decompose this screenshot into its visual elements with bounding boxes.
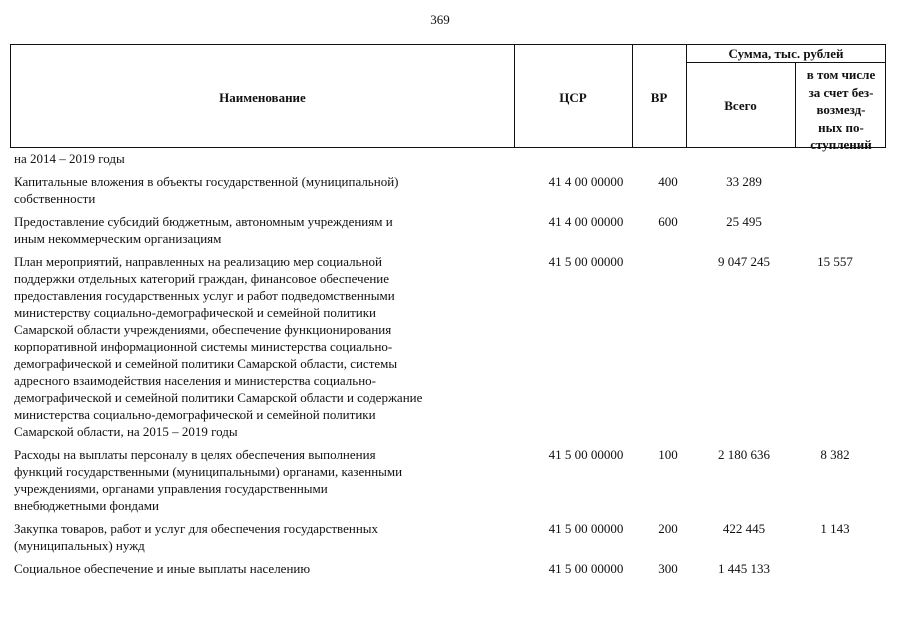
row-csr: 41 4 00 00000 — [548, 174, 624, 189]
page-number: 369 — [430, 12, 450, 27]
row-free: 15 557 — [817, 254, 853, 269]
row-total: 9 047 245 — [718, 254, 770, 269]
header-total: Всего — [724, 98, 757, 113]
table-header — [10, 44, 886, 152]
row-name-line: предоставления государственных услуг и работ подведомственными — [14, 288, 395, 303]
row-csr: 41 5 00 00000 — [548, 561, 624, 576]
header-free-note-line: возмезд- — [816, 102, 866, 117]
row-name — [14, 150, 514, 167]
row-vr: 100 — [658, 447, 678, 462]
row-name-line: Капитальные вложения в объекты государственной (муниципальной) — [14, 174, 399, 189]
header-free-note-line: в том числе — [806, 67, 876, 82]
header-free-note-line: ступлений — [810, 137, 872, 152]
table-body — [14, 150, 886, 577]
row-name-line: Самарской области, на 2015 – 2019 годы — [14, 424, 238, 439]
sum-divider — [686, 62, 885, 63]
row-total: 25 495 — [726, 214, 762, 229]
row-csr: 41 5 00 00000 — [548, 447, 624, 462]
row-name-line: адресного взаимодействия населения и министерства социально- — [14, 373, 376, 388]
row-name — [14, 213, 514, 247]
row-name-line: Закупка товаров, работ и услуг для обеспечения государственных — [14, 521, 379, 536]
header-vr: ВР — [650, 90, 668, 105]
row-csr: 41 4 00 00000 — [548, 214, 624, 229]
row-name-line: (муниципальных) нужд — [14, 538, 145, 553]
table-row — [14, 446, 886, 514]
row-csr: 41 5 00 00000 — [548, 254, 624, 269]
row-total: 33 289 — [726, 174, 762, 189]
row-free: 8 382 — [820, 447, 850, 462]
row-name-line: Социальное обеспечение и иные выплаты населению — [14, 561, 311, 576]
row-name-line: Самарской области учреждениями, обеспечение функционирования — [14, 322, 392, 337]
row-free: 1 143 — [820, 521, 850, 536]
row-vr: 300 — [658, 561, 678, 576]
row-name-line: собственности — [14, 191, 96, 206]
row-name-line: поддержки отдельных категорий граждан, финансовое обеспечение — [14, 271, 390, 286]
row-name-line: Предоставление субсидий бюджетным, автономным учреждениям и — [14, 214, 393, 229]
row-vr: 200 — [658, 521, 678, 536]
table-row — [14, 213, 886, 247]
table-row — [14, 253, 886, 440]
sum-split-divider — [795, 62, 796, 147]
row-csr: 41 5 00 00000 — [548, 521, 624, 536]
row-name-line: на 2014 – 2019 годы — [14, 151, 125, 166]
header-free-note — [797, 66, 885, 154]
row-vr: 600 — [658, 214, 678, 229]
row-name-line: министерства социально-демографической и семейной политики — [14, 407, 376, 422]
row-name — [14, 253, 514, 440]
header-csr: ЦСР — [559, 90, 587, 105]
row-total: 422 445 — [722, 521, 766, 536]
row-name-line: корпоративной информационной системы министерства социально- — [14, 339, 393, 354]
row-name-line: Расходы на выплаты персоналу в целях обеспечения выполнения — [14, 447, 376, 462]
row-name-line: демографической и семейной политики Самарской области, системы — [14, 356, 398, 371]
row-name-line: иным некоммерческим организациям — [14, 231, 222, 246]
row-name-line: функций государственными (муниципальными) органами, казенными — [14, 464, 403, 479]
row-name — [14, 173, 514, 207]
row-name-line: учреждениями, органами управления государственными — [14, 481, 328, 496]
row-total: 2 180 636 — [718, 447, 770, 462]
row-name-line: План мероприятий, направленных на реализацию мер социальной — [14, 254, 382, 269]
row-name-line: министерству социально-демографической и семейной политики — [14, 305, 377, 320]
row-vr: 400 — [658, 174, 678, 189]
table-row — [14, 173, 886, 207]
header-name: Наименование — [219, 90, 306, 105]
row-name — [14, 560, 514, 577]
table-row — [14, 560, 886, 577]
row-total: 1 445 133 — [718, 561, 770, 576]
row-name — [14, 520, 514, 554]
header-free-note-line: ных по- — [818, 119, 864, 135]
row-name-line: демографической и семейной политики Самарской области и содержание — [14, 390, 423, 405]
row-name — [14, 446, 514, 514]
header-free-note-line: за счет без- — [808, 84, 874, 100]
table-row — [14, 150, 886, 167]
header-sum: Сумма, тыс. рублей — [728, 46, 844, 61]
table-row — [14, 520, 886, 554]
row-name-line: внебюджетными фондами — [14, 498, 159, 513]
